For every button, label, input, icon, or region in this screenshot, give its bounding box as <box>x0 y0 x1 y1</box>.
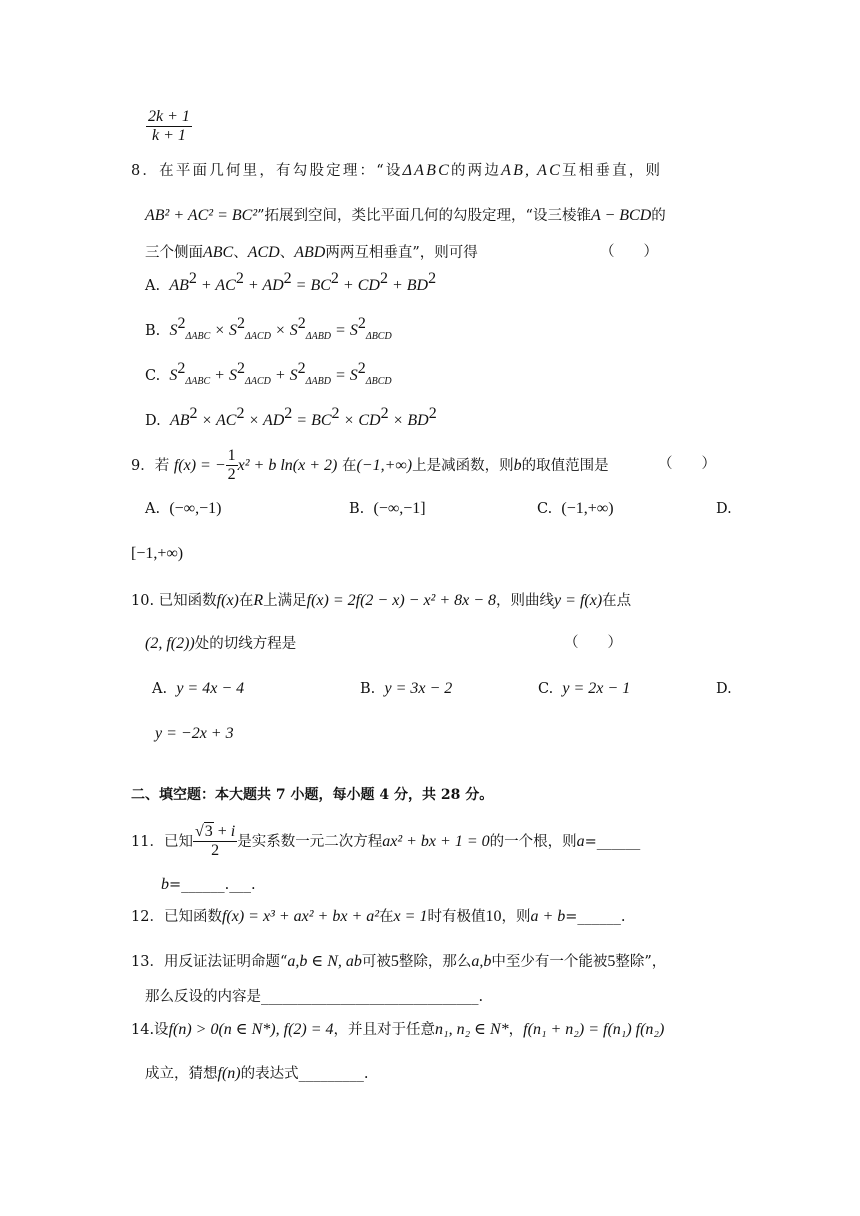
q9-option-c: C. (−1,+∞) <box>537 500 614 517</box>
q8-line-1: 8．在平面几何里，有勾股定理：“设ΔABC的两边AB, AC互相垂直，则 <box>131 162 663 179</box>
q11-number: 11．已知 <box>131 833 193 850</box>
q10-option-d-label: D. <box>716 681 732 697</box>
q12-number: 12．已知函数 <box>131 909 222 925</box>
q11-line-1: 11．已知 $\frac{√3 + i}{2}$ 是实系数一元二次方程ax² + bx + 1 = 0的一个根，则a=______ <box>131 823 641 860</box>
q10-option-d: y = −2x + 3 <box>155 725 234 742</box>
fraction-2k1-over-k1 <box>146 108 192 146</box>
q9-half-fraction: $\frac{1}{2}$ <box>227 447 236 484</box>
q8-line-2: AB² + AC² = BC²”拓展到空间，类比平面几何的勾股定理，“设三棱锥A − BCD的 <box>145 207 666 224</box>
q13-line-2: 那么反设的内容是______________________________. <box>145 989 484 1005</box>
q10-line-2: (2, f(2))处的切线方程是 <box>145 635 297 652</box>
q11-line-2: b=______.___. <box>161 876 256 893</box>
q10-option-a: A. y = 4x − 4 <box>152 680 245 697</box>
q9-answer-paren: （ ） <box>658 456 716 472</box>
q9-option-a: A. (−∞,−1) <box>145 500 222 517</box>
q9-option-d-label: D. <box>716 501 732 517</box>
q8-option-b: B. $S^2_{\Delta ABC} \times S^2_{\Delta ACD} \times S^2_{\Delta ABD} = S^2_{\Delta BCD}$ <box>145 315 392 342</box>
fraction-numerator: 2k + 1 <box>146 108 192 127</box>
q10-line-1: 10. 已知函数f(x)在R上满足f(x) = 2f(2 − x) − x² + 8x − 8，则曲线y = f(x)在点 <box>131 592 632 609</box>
q14-number: 14.设 <box>131 1022 169 1038</box>
q11-root-fraction: $\frac{√3 + i}{2}$ <box>194 823 236 860</box>
q9-option-b: B. (−∞,−1] <box>349 500 426 517</box>
q8-option-d: D. $AB^2 \times AC^2 \times AD^2 = BC^2 \times CD^2 \times BD^2$ <box>145 405 437 429</box>
q10-answer-paren: （ ） <box>564 635 622 651</box>
q14-line-1: 14.设f(n) > 0(n ∈ N*), f(2) = 4，并且对于任意n₁, n₂ ∈ N*，f(n₁ + n₂) = f(n₁) f(n₂) <box>131 1021 665 1038</box>
q9-option-d: [−1,+∞) <box>131 545 184 562</box>
q13-line-1: 13．用反证法证明命题“a,b ∈ N, ab可被5整除，那么a,b中至少有一个能被5整除”， <box>131 953 667 970</box>
q9-number: 9．若 <box>131 457 170 474</box>
q8-answer-paren: （ ） <box>600 244 658 260</box>
q13-number: 13．用反证法证明命题“ <box>131 954 288 970</box>
q10-option-c: C. y = 2x − 1 <box>538 680 631 697</box>
fraction-denominator: k + 1 <box>152 127 186 145</box>
q8-number: 8． <box>131 163 160 179</box>
section-heading-fill-in: 二、填空题：本大题共 7 小题，每小题 4 分，共 28 分。 <box>131 787 494 803</box>
q10-option-b: B. y = 3x − 2 <box>360 680 453 697</box>
q8-option-c: C. $S^2_{\Delta ABC} + S^2_{\Delta ACD} + S^2_{\Delta ABD} = S^2_{\Delta BCD}$ <box>145 360 392 387</box>
q8-option-a: A. $AB^2 + AC^2 + AD^2 = BC^2 + CD^2 + BD^2$ <box>145 270 437 294</box>
q12-stem: 12．已知函数f(x) = x³ + ax² + bx + a²在x = 1时有极值10，则a + b=______. <box>131 908 626 925</box>
q14-line-2: 成立，猜想f(n)的表达式_________. <box>145 1065 369 1082</box>
q10-number: 10. 已知函数 <box>131 593 217 609</box>
q8-line-3: 三个侧面ABC、ACD、ABD两两互相垂直”，则可得 <box>145 244 478 261</box>
q9-stem: 9．若 f(x) = − $\frac{1}{2}$ x² + b ln(x + 2) 在(−1,+∞)上是减函数，则b的取值范围是 <box>131 447 609 484</box>
